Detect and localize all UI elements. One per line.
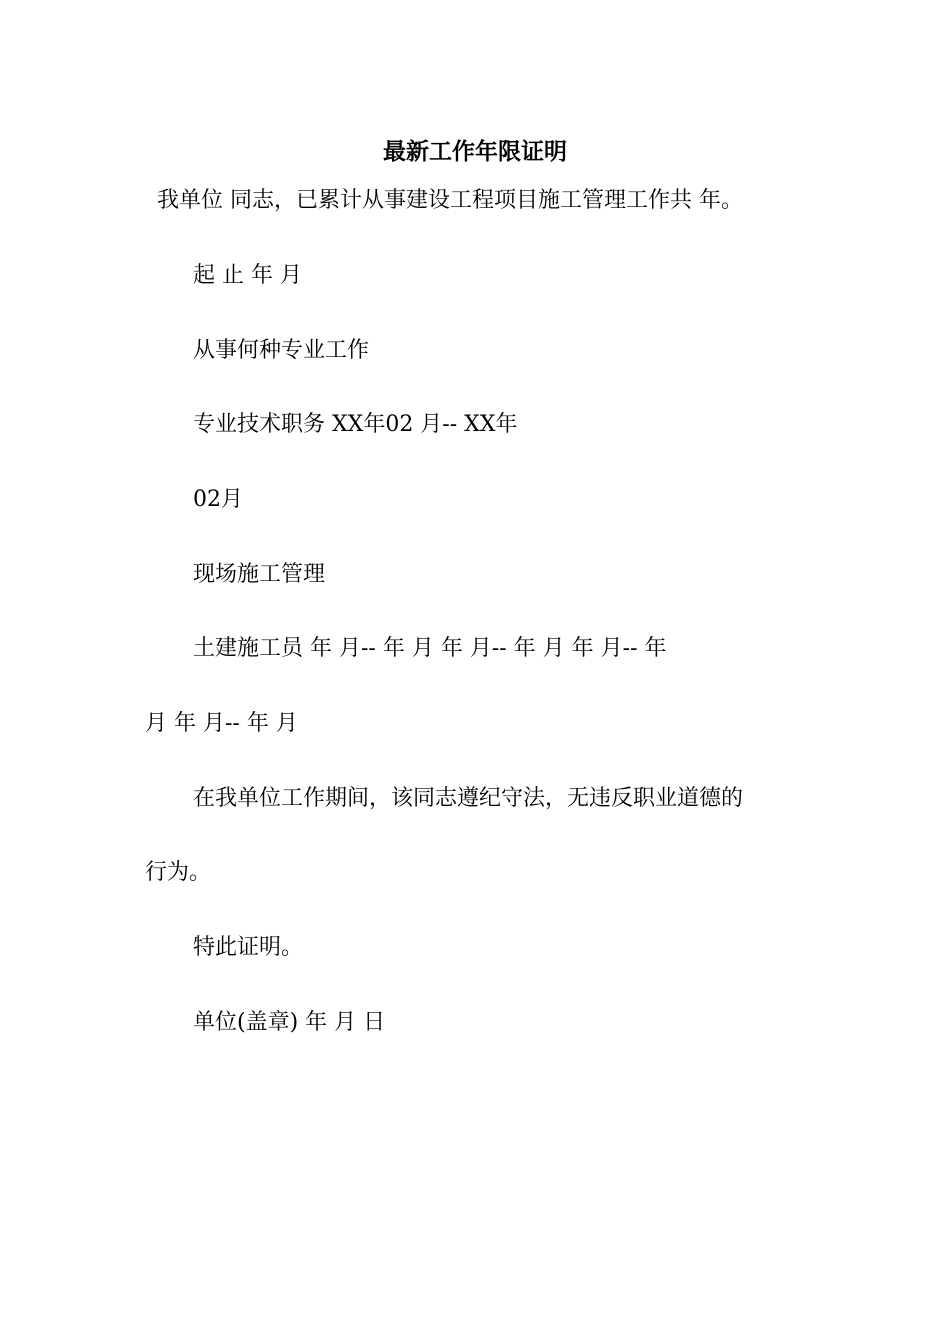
intro-line: 我单位 同志，已累计从事建设工程项目施工管理工作共 年。: [157, 188, 743, 213]
title-period-line: 专业技术职务 XX年02 月-- XX年: [193, 412, 518, 437]
civil-worker-line: 土建施工员 年 月-- 年 月 年 月-- 年 月 年 月-- 年: [193, 636, 667, 661]
civil-worker-line-continued: 月 年 月-- 年 月: [145, 711, 298, 736]
specialty-label: 从事何种专业工作: [193, 338, 370, 363]
conduct-statement: 在我单位工作期间，该同志遵纪守法，无违反职业道德的: [193, 786, 744, 811]
month-line: 02月: [193, 487, 243, 512]
document-title: 最新工作年限证明: [383, 138, 567, 165]
site-management-line: 现场施工管理: [193, 562, 326, 587]
signature-date-line: 单位(盖章) 年 月 日: [193, 1010, 386, 1035]
certification-line: 特此证明。: [193, 935, 304, 960]
conduct-statement-continued: 行为。: [145, 860, 212, 885]
period-label: 起 止 年 月: [193, 263, 302, 288]
